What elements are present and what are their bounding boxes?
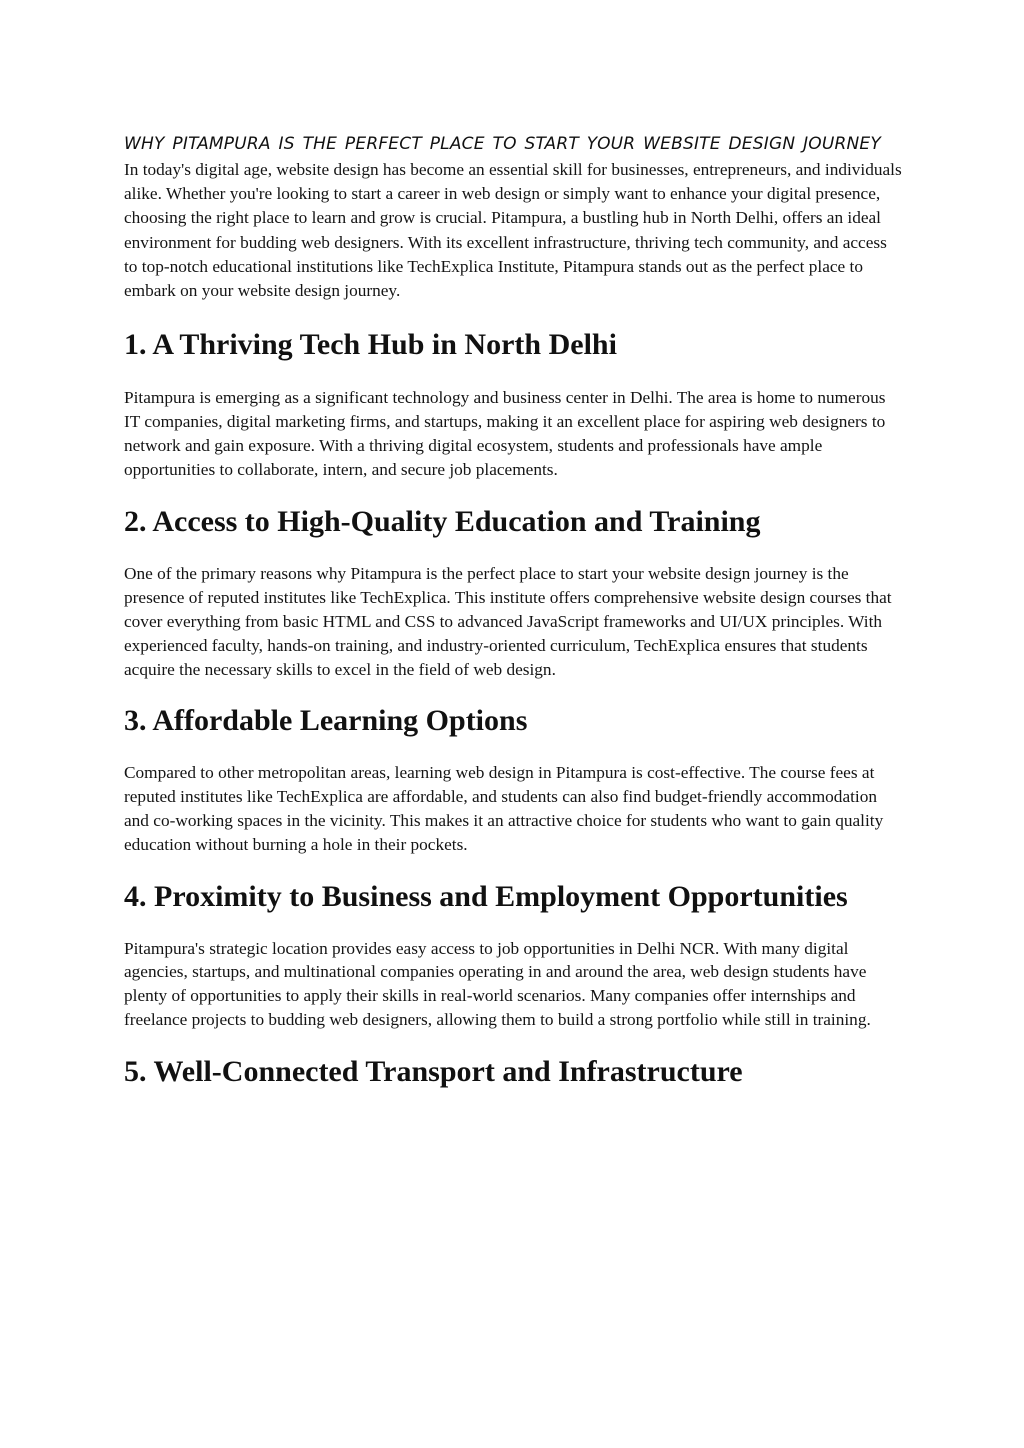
document-title: why pitampura is the perfect place to start your website design journey bbox=[124, 127, 881, 155]
section-body-1: Pitampura is emerging as a significant technology and business center in Delhi. The area is home to numerous IT companies, digital marketing firms, and startups, making it an excellent place for aspiring web designers to network and gain exposure. With a thriving digital ecosystem, students and professionals have ample opportunities to collaborate, intern, and secure job placements. bbox=[124, 388, 886, 479]
section-heading-1: 1. A Thriving Tech Hub in North Delhi bbox=[124, 328, 617, 362]
section-body-3: Compared to other metropolitan areas, learning web design in Pitampura is cost-effective. The course fees at reputed institutes like TechExplica are affordable, and students can also find budget-friendly accommodation and co-working spaces in the vicinity. This makes it an attractive choice for students who want to gain quality education without burning a hole in their pockets. bbox=[124, 763, 884, 854]
section-heading-5: 5. Well-Connected Transport and Infrastructure bbox=[124, 1054, 743, 1088]
document-page bbox=[124, 124, 904, 1090]
section-heading-3: 3. Affordable Learning Options bbox=[124, 704, 528, 738]
section-body-2: One of the primary reasons why Pitampura is the perfect place to start your website design journey is the presence of reputed institutes like TechExplica. This institute offers comprehensive website design courses that cover everything from basic HTML and CSS to advanced JavaScript frameworks and UI/UX principles. With experienced faculty, hands-on training, and industry-oriented curriculum, TechExplica ensures that students acquire the necessary skills to excel in the field of web design. bbox=[124, 564, 892, 679]
section-heading-2: 2. Access to High-Quality Education and Training bbox=[124, 505, 761, 539]
section-body-4: Pitampura's strategic location provides easy access to job opportunities in Delhi NCR. With many digital agencies, startups, and multinational companies operating in and around the area, web design students have plenty of opportunities to apply their skills in real-world scenarios. Many companies offer internships and freelance projects to budding web designers, allowing them to build a strong portfolio while still in training. bbox=[124, 938, 871, 1029]
intro-paragraph: In today's digital age, website design has become an essential skill for businesses, entrepreneurs, and individuals alike. Whether you're looking to start a career in web design or simply want to enhance your digital presence, choosing the right place to learn and grow is crucial. Pitampura, a bustling hub in North Delhi, offers an ideal environment for budding web designers. With its excellent infrastructure, thriving tech community, and access to top-notch educational institutions like TechExplica Institute, Pitampura stands out as the perfect place to embark on your website design journey. bbox=[124, 160, 902, 301]
section-heading-4: 4. Proximity to Business and Employment Opportunities bbox=[124, 879, 848, 913]
